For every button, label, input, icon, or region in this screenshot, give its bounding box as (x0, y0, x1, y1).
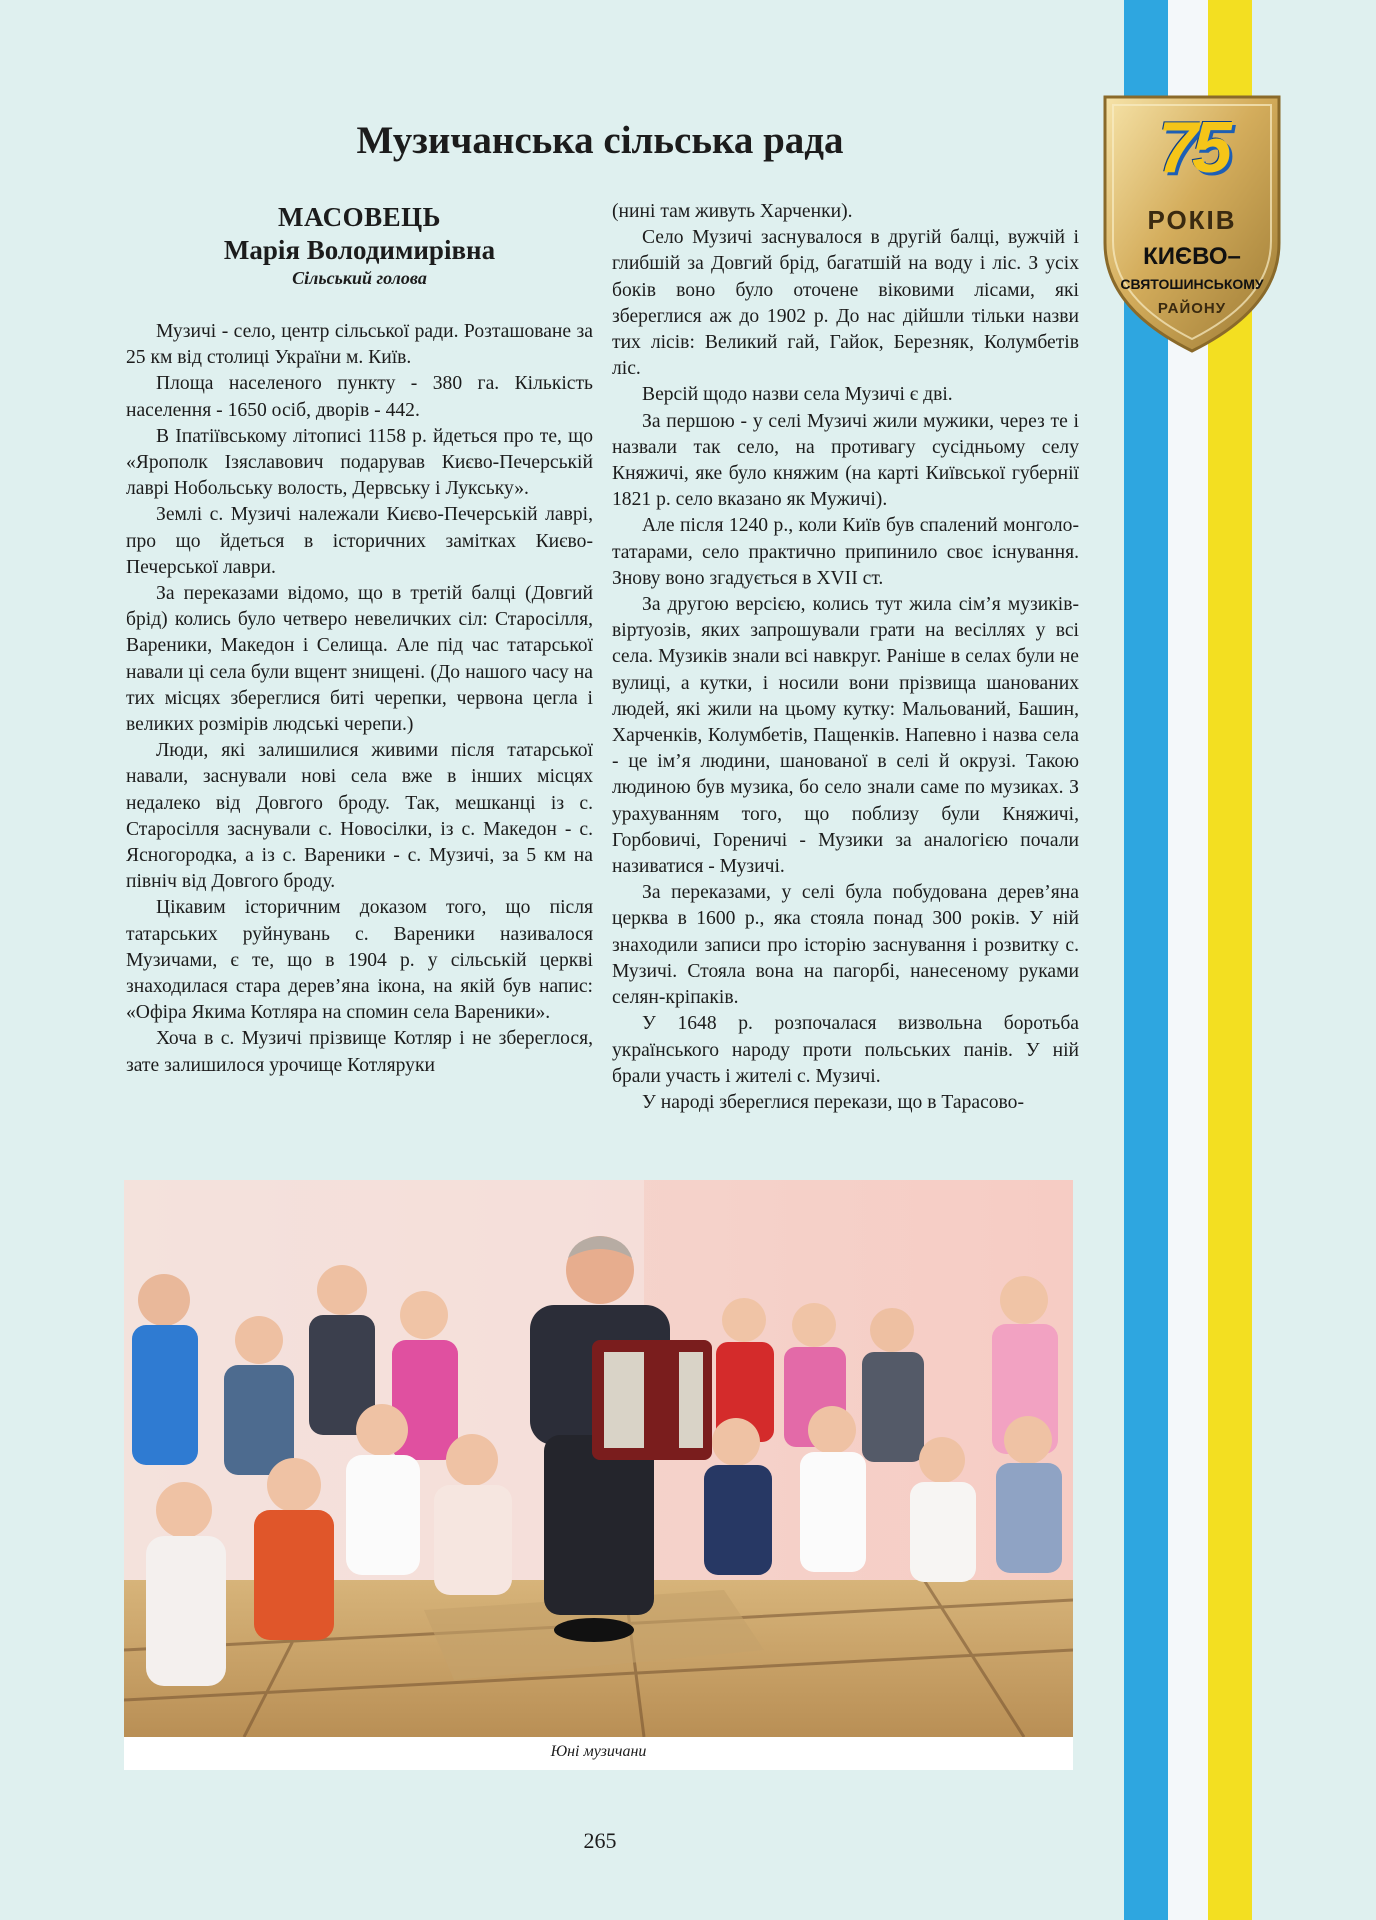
paragraph-continuation: (нині там живуть Харченки). (612, 201, 853, 222)
paragraph: За переказами відомо, що в третій балці (Довгий брід) колись було четверо невеличких сіл: Старосілля, Вареники, Македон і Селища. Але під час татарської навали ці села були вщент знищені. (До нашого часу на тих місцях збереглися биті черепки, червона цегла і великих розмірів людські черепи.) (126, 583, 593, 736)
paragraph: У 1648 р. розпочалася визвольна боротьба українського народу проти польських панів. У ній брали участь і жителі с. Музичі. (612, 1013, 1079, 1087)
badge-kyiv: КИЄВО– (1143, 243, 1241, 270)
paragraph: В Іпатіївському літописі 1158 р. йдеться про те, що «Ярополк Ізяславович подарував Києво-Печерській лаврі Нобольську волость, Дервську і Лукську». (126, 425, 593, 500)
photo-figure (124, 1180, 1073, 1770)
paragraph: Люди, які залишилися живими після татарської навали, заснували нові села вже в інших місцях недалеко від Довгого броду. Так, мешканці із с. Старосілля заснували с. Новосілки, із с. Македон - с. Ясногородка, а із с. Вареники - с. Музичі, за 5 км на північ від Довгого броду. (126, 740, 593, 893)
page-title: Музичанська сільська рада (356, 119, 844, 162)
badge-years: РОКІВ (1147, 205, 1237, 235)
paragraph: Хоча в с. Музичі прізвище Котляр і не збереглося, зате залишилося урочище Котляруки (126, 1028, 593, 1076)
paragraph: Музичі - село, центр сільської ради. Розташоване за 25 км від столиці України м. Київ. (126, 321, 593, 369)
badge-raion: РАЙОНУ (1157, 300, 1227, 317)
paragraph: У народі збереглися перекази, що в Тарасово- (642, 1091, 1025, 1113)
paragraph: Цікавим історичним доказом того, що після татарських руйнувань с. Вареники називалося Музичами, є те, що в 1904 р. у сільській церкві знаходилася стара дерев’яна ікона, на якій був напис: «Офіра Якима Котляра на спомин села Вареники». (126, 897, 593, 1024)
paragraph: За переказами, у селі була побудована дерев’яна церква в 1600 р., яка стояла понад 300 років. У ній знаходили записи про історію заснування і розвитку с. Музичі. Стояла вона на пагорбі, нанесеному руками селян-кріпаків. (612, 882, 1079, 1009)
photo-caption: Юні музичани (550, 1743, 647, 1760)
paragraph: Землі с. Музичі належали Києво-Печерській лаврі, про що йдеться в історичних замітках Києво-Печерської лаври. (126, 504, 593, 578)
paragraph: Село Музичі заснувалося в другій балці, вужчій і глибшій за Довгий брід, багатшій на воду і ліс. З усіх боків воно було оточене віковими лісами, які збереглися аж до 1902 р. До нас дійшли тільки назви тих лісів: Великий гай, Гайок, Березняк, Колумбетів ліс. (612, 227, 1079, 380)
page-number: 265 (583, 1828, 617, 1853)
person-header (126, 200, 593, 290)
person-name: Марія Володимирівна (223, 235, 496, 265)
group-photo-image (124, 1180, 1073, 1737)
person-surname: МАСОВЕЦЬ (277, 202, 441, 232)
badge-number: 75 (1157, 108, 1227, 188)
right-text-column (612, 199, 1079, 1116)
paragraph: За першою - у селі Музичі жили мужики, через те і назвали так село, на противагу сусідньому селу Княжичі, яке було княжим (на карті Київської губернії 1821 р. село вказано як Мужичі). (612, 410, 1079, 511)
paragraph: Площа населеного пункту - 380 га. Кількість населення - 1650 осіб, дворів - 442. (126, 373, 593, 421)
paragraph: Але після 1240 р., коли Київ був спалений монголо-татарами, село практично припинило своє існування. Знову воно згадується в XVII ст. (612, 515, 1079, 589)
paragraph: За другою версією, колись тут жила сім’я музиків-віртуозів, яких запрошували грати на весіллях у всі села. Музиків знали всі навкруг. Раніше в селах були не вулиці, а кутки, і носили вони прізвища шанованих людей, які жили на цьому кутку: Мальований, Башин, Харченків, Колумбетів, Пащенків. Напевно і назва села - це ім’я людини, шанованої в селі й окрузі. Такою людиною був музика, бо село знали саме по музиках. З урахуванням того, що поблизу були Княжичі, Горбовичі, Гореничі - Музики за аналогією почали називатися - Музичі. (612, 594, 1079, 878)
group-photo (124, 1180, 1073, 1737)
person-role: Сільський голова (292, 268, 427, 288)
paragraph: Версій щодо назви села Музичі є дві. (642, 384, 953, 406)
badge-svyatoshynsky: СВЯТОШИНСЬКОМУ (1120, 276, 1264, 292)
left-text-column (126, 319, 593, 1079)
